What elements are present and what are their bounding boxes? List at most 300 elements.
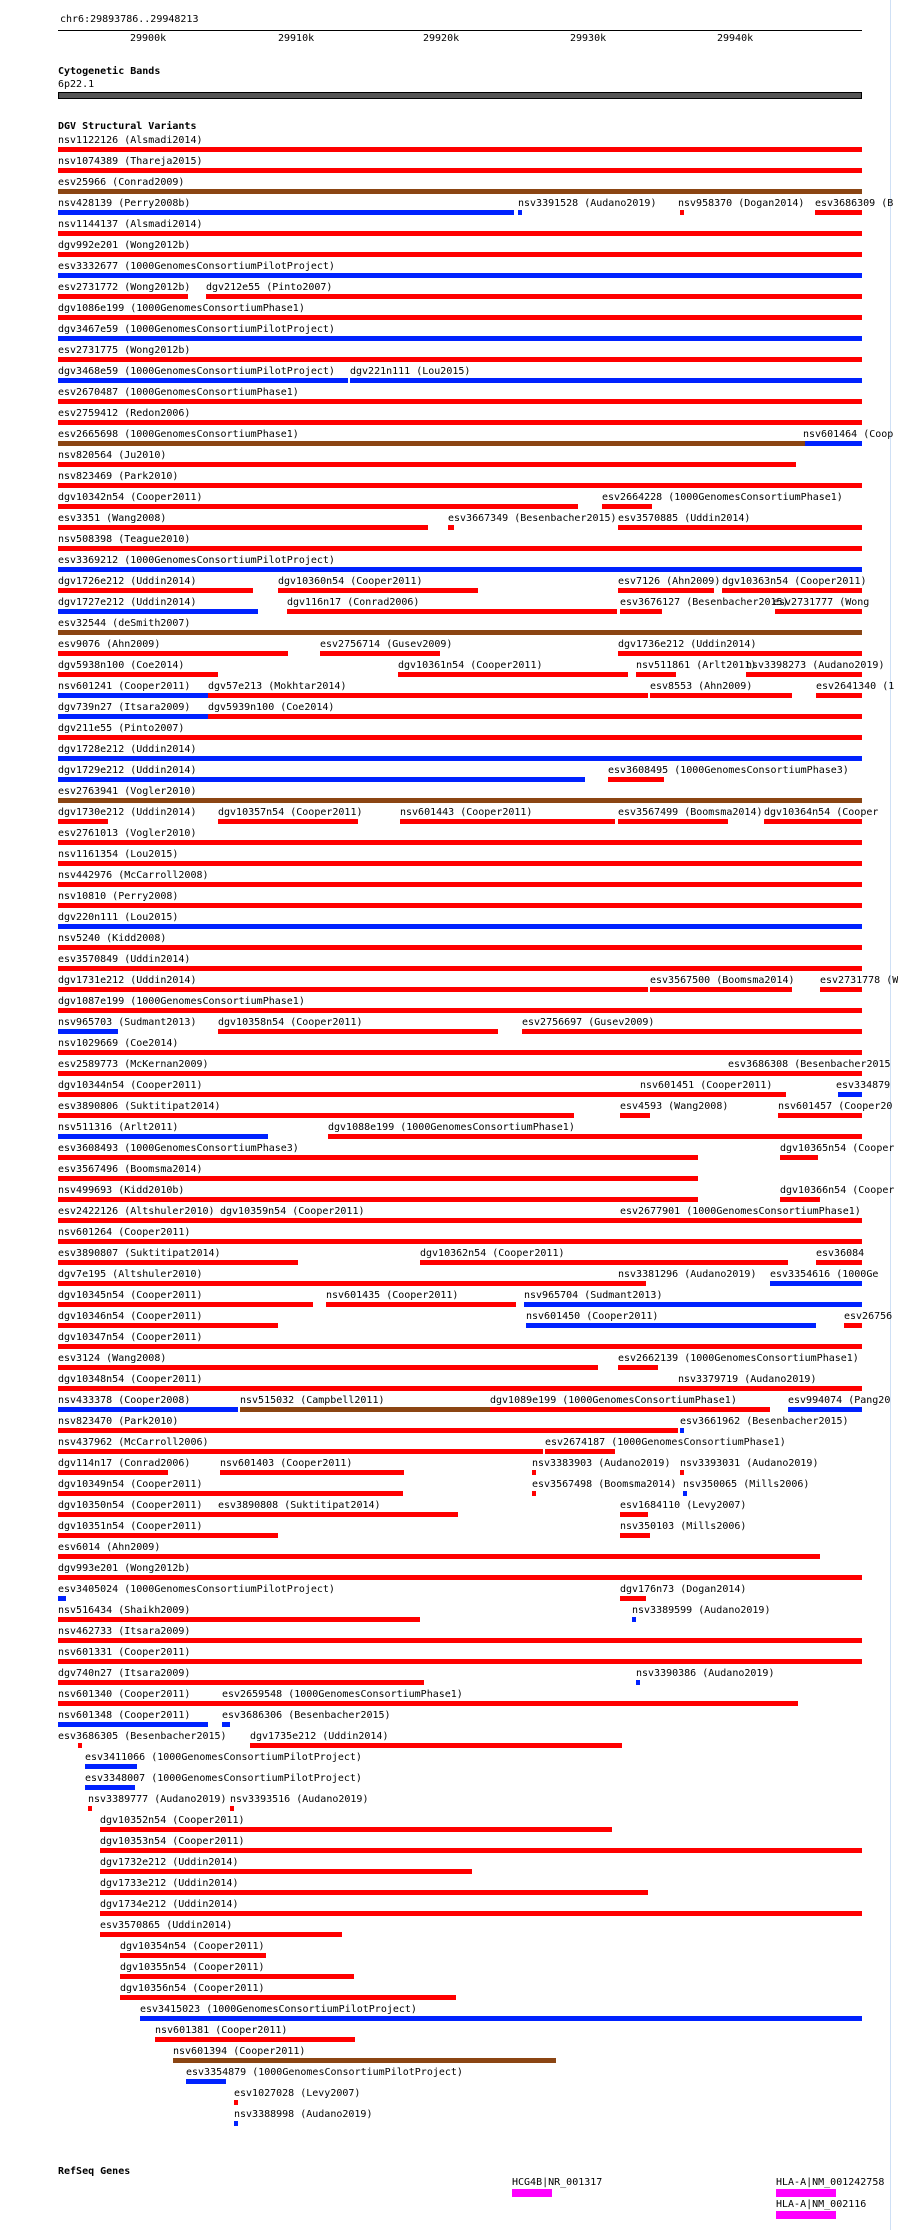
variant-feature-bar[interactable]	[58, 252, 862, 257]
variant-feature-bar[interactable]	[58, 714, 212, 719]
grid-line	[671, 0, 672, 2230]
variant-feature-bar[interactable]	[85, 1764, 137, 1769]
grid-line	[656, 0, 657, 2230]
variant-feature-bar[interactable]	[680, 210, 684, 215]
variant-feature-bar[interactable]	[620, 1113, 650, 1118]
variant-label: esv7126 (Ahn2009)	[618, 576, 721, 587]
variant-feature-bar[interactable]	[678, 1386, 682, 1391]
variant-label: dgv1086e199 (1000GenomesConsortiumPhase1)	[58, 303, 305, 314]
variant-feature-bar[interactable]	[58, 1533, 278, 1538]
variant-label: dgv10348n54 (Cooper2011)	[58, 1374, 203, 1385]
variant-feature-bar[interactable]	[618, 525, 862, 530]
variant-label: dgv10347n54 (Cooper2011)	[58, 1332, 203, 1343]
variant-feature-bar[interactable]	[778, 1113, 862, 1118]
variant-feature-bar[interactable]	[770, 1281, 862, 1286]
variant-feature-bar[interactable]	[218, 1029, 498, 1034]
variant-label: nsv965703 (Sudmant2013)	[58, 1017, 197, 1028]
variant-feature-bar[interactable]	[155, 2037, 355, 2042]
variant-feature-bar[interactable]	[398, 672, 628, 677]
variant-feature-bar[interactable]	[88, 1806, 92, 1811]
variant-label: dgv7e195 (Altshuler2010)	[58, 1269, 203, 1280]
gene-feature[interactable]	[776, 2211, 836, 2219]
variant-feature-bar[interactable]	[636, 672, 676, 677]
variant-feature-bar[interactable]	[58, 378, 348, 383]
variant-feature-bar[interactable]	[58, 147, 862, 152]
variant-label: nsv601464 (Coop	[803, 429, 894, 440]
variant-feature-bar[interactable]	[58, 819, 108, 824]
variant-feature-bar[interactable]	[278, 588, 478, 593]
ruler-tick-label: 29900k	[130, 33, 167, 44]
variant-feature-bar[interactable]	[58, 462, 796, 467]
variant-feature-bar[interactable]	[100, 1911, 862, 1916]
variant-label: nsv350065 (Mills2006)	[683, 1479, 810, 1490]
variant-feature-bar[interactable]	[58, 1029, 118, 1034]
variant-feature-bar[interactable]	[58, 567, 862, 572]
variant-feature-bar[interactable]	[240, 1407, 490, 1412]
variant-feature-bar[interactable]	[58, 651, 288, 656]
variant-feature-bar[interactable]	[608, 777, 664, 782]
variant-label: esv994074 (Pang20	[788, 1395, 891, 1406]
variant-feature-bar[interactable]	[100, 1848, 862, 1853]
location-label: chr6:29893786..29948213	[60, 14, 199, 25]
variant-label: esv3570885 (Uddin2014)	[618, 513, 751, 524]
variant-feature-bar[interactable]	[58, 693, 208, 698]
variant-feature-bar[interactable]	[326, 1302, 516, 1307]
variant-feature-bar[interactable]	[58, 1680, 424, 1685]
variant-feature-bar[interactable]	[58, 1722, 208, 1727]
variant-label: dgv221n111 (Lou2015)	[350, 366, 471, 377]
variant-label: esv32544 (deSmith2007)	[58, 618, 191, 629]
variant-feature-bar[interactable]	[58, 840, 862, 845]
variant-feature-bar[interactable]	[120, 1995, 456, 2000]
variant-feature-bar[interactable]	[58, 399, 862, 404]
variant-feature-bar[interactable]	[816, 693, 862, 698]
gene-feature[interactable]	[512, 2189, 552, 2197]
variant-feature-bar[interactable]	[58, 861, 862, 866]
variant-feature-bar[interactable]	[58, 420, 862, 425]
variant-feature-bar[interactable]	[650, 693, 792, 698]
variant-feature-bar[interactable]	[58, 1428, 678, 1433]
variant-label: dgv176n73 (Dogan2014)	[620, 1584, 747, 1595]
variant-feature-bar[interactable]	[680, 1428, 684, 1433]
variant-feature-bar[interactable]	[58, 315, 862, 320]
variant-feature-bar[interactable]	[58, 1281, 618, 1286]
variant-feature-bar[interactable]	[820, 987, 862, 992]
variant-feature-bar[interactable]	[722, 588, 862, 593]
variant-feature-bar[interactable]	[100, 1890, 648, 1895]
variant-label: esv2731777 (Wong	[773, 597, 870, 608]
variant-feature-bar[interactable]	[58, 672, 218, 677]
variant-feature-bar[interactable]	[208, 693, 648, 698]
variant-feature-bar[interactable]	[58, 1491, 403, 1496]
variant-feature-bar[interactable]	[58, 903, 862, 908]
variant-feature-bar[interactable]	[58, 588, 253, 593]
variant-label: dgv10345n54 (Cooper2011)	[58, 1290, 203, 1301]
variant-label: esv1684110 (Levy2007)	[620, 1500, 747, 1511]
variant-label: nsv601435 (Cooper2011)	[326, 1290, 459, 1301]
variant-feature-bar[interactable]	[518, 210, 522, 215]
variant-feature-bar[interactable]	[120, 1953, 266, 1958]
variant-label: dgv10349n54 (Cooper2011)	[58, 1479, 203, 1490]
variant-feature-bar[interactable]	[218, 1512, 458, 1517]
variant-label: esv8553 (Ahn2009)	[650, 681, 753, 692]
variant-label: nsv965704 (Sudmant2013)	[524, 1290, 663, 1301]
variant-label: esv25966 (Conrad2009)	[58, 177, 185, 188]
variant-label: esv3124 (Wang2008)	[58, 1353, 167, 1364]
variant-label: nsv601403 (Cooper2011)	[220, 1458, 353, 1469]
variant-label: dgv10360n54 (Cooper2011)	[278, 576, 423, 587]
variant-label: esv2422126 (Altshuler2010)	[58, 1206, 215, 1217]
variant-label: esv3570849 (Uddin2014)	[58, 954, 191, 965]
variant-label: esv3570865 (Uddin2014)	[100, 1920, 233, 1931]
variant-label: nsv442976 (McCarroll2008)	[58, 870, 209, 881]
grid-line	[598, 0, 599, 2230]
variant-feature-bar[interactable]	[58, 1113, 574, 1118]
variant-feature-bar[interactable]	[58, 1596, 66, 1601]
variant-label: nsv462733 (Itsara2009)	[58, 1626, 191, 1637]
variant-feature-bar[interactable]	[618, 819, 728, 824]
variant-label: nsv3389599 (Audano2019)	[632, 1605, 771, 1616]
variant-feature-bar[interactable]	[602, 504, 652, 509]
variant-label: nsv958370 (Dogan2014)	[678, 198, 805, 209]
variant-feature-bar[interactable]	[58, 756, 862, 761]
variant-label: esv2641340 (1	[816, 681, 895, 692]
refseq-track-title[interactable]: RefSeq Genes	[58, 2166, 131, 2177]
variant-feature-bar[interactable]	[58, 1239, 862, 1244]
variant-label: esv2659548 (1000GenomesConsortiumPhase1)	[222, 1689, 463, 1700]
variant-feature-bar[interactable]	[58, 1260, 298, 1265]
cytoband-bar[interactable]	[58, 92, 862, 99]
variant-label: esv26756	[844, 1311, 893, 1322]
gene-label: HLA-A|NM_002116	[776, 2199, 867, 2210]
variant-label: esv2731775 (Wong2012b)	[58, 345, 191, 356]
variant-feature-bar[interactable]	[636, 1680, 640, 1685]
variant-label: nsv428139 (Perry2008b)	[58, 198, 191, 209]
variant-feature-bar[interactable]	[780, 1197, 820, 1202]
variant-feature-bar[interactable]	[618, 1281, 646, 1286]
variant-feature-bar[interactable]	[58, 1701, 798, 1706]
variant-label: esv2589773 (McKernan2009)	[58, 1059, 209, 1070]
variant-feature-bar[interactable]	[58, 525, 428, 530]
variant-label: esv3348007 (1000GenomesConsortiumPilotProject)	[85, 1773, 362, 1784]
variant-feature-bar[interactable]	[208, 714, 862, 719]
variant-feature-bar[interactable]	[58, 231, 862, 236]
grid-line	[773, 0, 774, 2230]
variant-label: dgv10350n54 (Cooper2011)	[58, 1500, 203, 1511]
variant-label: dgv5938n100 (Coe2014)	[58, 660, 185, 671]
variant-label: dgv1727e212 (Uddin2014)	[58, 597, 197, 608]
variant-feature-bar[interactable]	[350, 378, 862, 383]
variant-feature-bar[interactable]	[490, 1407, 770, 1412]
variant-feature-bar[interactable]	[620, 609, 662, 614]
variant-label: dgv10358n54 (Cooper2011)	[218, 1017, 363, 1028]
variant-label: nsv1144137 (Alsmadi2014)	[58, 219, 203, 230]
variant-label: nsv508398 (Teague2010)	[58, 534, 191, 545]
ruler-tick-label: 29940k	[717, 33, 754, 44]
variant-label: nsv1029669 (Coe2014)	[58, 1038, 179, 1049]
variant-label: dgv992e201 (Wong2012b)	[58, 240, 191, 251]
variant-label: dgv220n111 (Lou2015)	[58, 912, 179, 923]
variant-feature-bar[interactable]	[58, 1134, 268, 1139]
variant-label: esv3369212 (1000GenomesConsortiumPilotProject)	[58, 555, 335, 566]
variant-feature-bar[interactable]	[58, 1344, 862, 1349]
variant-label: nsv10810 (Perry2008)	[58, 891, 179, 902]
variant-feature-bar[interactable]	[58, 735, 862, 740]
variant-label: esv2670487 (1000GenomesConsortiumPhase1)	[58, 387, 299, 398]
variant-feature-bar[interactable]	[620, 1512, 648, 1517]
variant-feature-bar[interactable]	[120, 1974, 354, 1979]
variant-feature-bar[interactable]	[222, 1701, 234, 1706]
variant-label: dgv10352n54 (Cooper2011)	[100, 1815, 245, 1826]
variant-feature-bar[interactable]	[58, 1197, 698, 1202]
variant-label: dgv10351n54 (Cooper2011)	[58, 1521, 203, 1532]
variant-label: esv2759412 (Redon2006)	[58, 408, 191, 419]
variant-feature-bar[interactable]	[58, 630, 862, 635]
variant-feature-bar[interactable]	[230, 1806, 234, 1811]
variant-label: nsv511861 (Arlt2011)	[636, 660, 757, 671]
variant-feature-bar[interactable]	[764, 819, 862, 824]
dgv-track-title[interactable]: DGV Structural Variants	[58, 121, 197, 132]
ruler-tick-label: 29930k	[570, 33, 607, 44]
variant-feature-bar[interactable]	[58, 1386, 862, 1391]
variant-feature-bar[interactable]	[328, 1134, 862, 1139]
variant-label: dgv739n27 (Itsara2009)	[58, 702, 191, 713]
variant-feature-bar[interactable]	[746, 672, 862, 677]
variant-feature-bar[interactable]	[815, 210, 862, 215]
variant-label: esv3890807 (Suktitipat2014)	[58, 1248, 221, 1259]
variant-feature-bar[interactable]	[222, 1722, 230, 1727]
variant-feature-bar[interactable]	[250, 1743, 622, 1748]
variant-feature-bar[interactable]	[58, 273, 862, 278]
variant-feature-bar[interactable]	[620, 1533, 650, 1538]
variant-feature-bar[interactable]	[58, 777, 585, 782]
variant-feature-bar[interactable]	[532, 1491, 536, 1496]
variant-feature-bar[interactable]	[320, 651, 440, 656]
variant-label: esv3567500 (Boomsma2014)	[650, 975, 795, 986]
variant-feature-bar[interactable]	[680, 1470, 684, 1475]
variant-feature-bar[interactable]	[58, 1407, 238, 1412]
variant-feature-bar[interactable]	[805, 441, 862, 446]
variant-label: nsv516434 (Shaikh2009)	[58, 1605, 191, 1616]
variant-label: esv3332677 (1000GenomesConsortiumPilotProject)	[58, 261, 335, 272]
variant-feature-bar[interactable]	[58, 1617, 420, 1622]
variant-feature-bar[interactable]	[58, 798, 862, 803]
variant-label: esv3567498 (Boomsma2014)	[532, 1479, 677, 1490]
variant-feature-bar[interactable]	[58, 1008, 862, 1013]
variant-feature-bar[interactable]	[85, 1785, 135, 1790]
variant-label: nsv3383903 (Audano2019)	[532, 1458, 671, 1469]
variant-feature-bar[interactable]	[58, 609, 258, 614]
variant-feature-bar[interactable]	[58, 1365, 598, 1370]
grid-line	[758, 0, 759, 2230]
variant-feature-bar[interactable]	[618, 588, 714, 593]
variant-feature-bar[interactable]	[788, 1407, 862, 1412]
variant-feature-bar[interactable]	[58, 1638, 862, 1643]
variant-feature-bar[interactable]	[780, 1155, 818, 1160]
variant-label: dgv1734e212 (Uddin2014)	[100, 1899, 239, 1910]
variant-label: nsv3379719 (Audano2019)	[678, 1374, 817, 1385]
variant-feature-bar[interactable]	[58, 1071, 862, 1076]
variant-label: nsv601264 (Cooper2011)	[58, 1227, 191, 1238]
variant-feature-bar[interactable]	[683, 1491, 687, 1496]
variant-label: esv2665698 (1000GenomesConsortiumPhase1)	[58, 429, 299, 440]
variant-label: nsv3389777 (Audano2019)	[88, 1794, 227, 1805]
variant-feature-bar[interactable]	[58, 357, 862, 362]
variant-feature-bar[interactable]	[58, 168, 862, 173]
variant-feature-bar[interactable]	[58, 1092, 696, 1097]
variant-label: esv9076 (Ahn2009)	[58, 639, 161, 650]
grid-line	[744, 0, 745, 2230]
grid-line	[685, 0, 686, 2230]
variant-feature-bar[interactable]	[522, 1029, 862, 1034]
variant-label: dgv10363n54 (Cooper2011)	[722, 576, 867, 587]
variant-label: nsv823470 (Park2010)	[58, 1416, 179, 1427]
variant-feature-bar[interactable]	[186, 2079, 226, 2084]
variant-label: nsv601443 (Cooper2011)	[400, 807, 533, 818]
variant-feature-bar[interactable]	[58, 1050, 862, 1055]
variant-feature-bar[interactable]	[234, 2121, 238, 2126]
variant-feature-bar[interactable]	[58, 483, 862, 488]
variant-label: dgv114n17 (Conrad2006)	[58, 1458, 191, 1469]
variant-label: esv3405024 (1000GenomesConsortiumPilotProject)	[58, 1584, 335, 1595]
variant-feature-bar[interactable]	[58, 336, 862, 341]
variant-feature-bar[interactable]	[816, 1260, 862, 1265]
variant-feature-bar[interactable]	[287, 609, 617, 614]
variant-feature-bar[interactable]	[400, 819, 615, 824]
variant-label: esv3661962 (Besenbacher2015)	[680, 1416, 849, 1427]
variant-label: esv6014 (Ahn2009)	[58, 1542, 161, 1553]
gene-label: HLA-A|NM_001242758	[776, 2177, 885, 2188]
variant-feature-bar[interactable]	[532, 1470, 536, 1475]
variant-label: esv2662139 (1000GenomesConsortiumPhase1)	[618, 1353, 859, 1364]
variant-label: nsv3391528 (Audano2019)	[518, 198, 657, 209]
variant-label: dgv57e213 (Mokhtar2014)	[208, 681, 347, 692]
variant-label: esv3351 (Wang2008)	[58, 513, 167, 524]
variant-feature-bar[interactable]	[618, 1365, 658, 1370]
variant-feature-bar[interactable]	[234, 2100, 238, 2105]
variant-label: dgv10364n54 (Cooper	[764, 807, 879, 818]
ruler-axis	[58, 30, 862, 31]
variant-label: nsv350103 (Mills2006)	[620, 1521, 747, 1532]
variant-feature-bar[interactable]	[58, 294, 188, 299]
variant-feature-bar[interactable]	[838, 1092, 862, 1097]
variant-label: esv2731772 (Wong2012b)	[58, 282, 191, 293]
variant-feature-bar[interactable]	[775, 609, 862, 614]
variant-label: esv3890806 (Suktitipat2014)	[58, 1101, 221, 1112]
variant-feature-bar[interactable]	[58, 924, 862, 929]
variant-feature-bar[interactable]	[140, 2016, 862, 2021]
variant-feature-bar[interactable]	[220, 1470, 404, 1475]
grid-line	[700, 0, 701, 2230]
variant-feature-bar[interactable]	[526, 1323, 816, 1328]
variant-label: dgv10354n54 (Cooper2011)	[120, 1941, 265, 1952]
variant-label: dgv10366n54 (Cooper	[780, 1185, 895, 1196]
variant-feature-bar[interactable]	[620, 1596, 646, 1601]
variant-label: nsv515032 (Campbell2011)	[240, 1395, 385, 1406]
variant-feature-bar[interactable]	[100, 1869, 472, 1874]
variant-feature-bar[interactable]	[618, 651, 862, 656]
variant-feature-bar[interactable]	[100, 1827, 612, 1832]
variant-label: nsv601450 (Cooper2011)	[526, 1311, 659, 1322]
variant-label: nsv823469 (Park2010)	[58, 471, 179, 482]
variant-feature-bar[interactable]	[545, 1449, 615, 1454]
variant-feature-bar[interactable]	[420, 1260, 788, 1265]
variant-label: nsv437962 (McCarroll2006)	[58, 1437, 209, 1448]
variant-feature-bar[interactable]	[58, 1470, 168, 1475]
variant-label: nsv601394 (Cooper2011)	[173, 2046, 306, 2057]
cytogenetic-track-title[interactable]: Cytogenetic Bands	[58, 66, 161, 77]
variant-feature-bar[interactable]	[58, 882, 862, 887]
variant-feature-bar[interactable]	[58, 546, 862, 551]
variant-label: esv3608495 (1000GenomesConsortiumPhase3)	[608, 765, 849, 776]
variant-feature-bar[interactable]	[58, 1302, 313, 1307]
variant-feature-bar[interactable]	[448, 525, 454, 530]
variant-label: dgv1089e199 (1000GenomesConsortiumPhase1)	[490, 1395, 737, 1406]
variant-feature-bar[interactable]	[640, 1092, 786, 1097]
variant-feature-bar[interactable]	[524, 1302, 862, 1307]
variant-label: nsv433378 (Cooper2008)	[58, 1395, 191, 1406]
variant-feature-bar[interactable]	[58, 504, 578, 509]
variant-feature-bar[interactable]	[58, 966, 862, 971]
variant-label: dgv1733e212 (Uddin2014)	[100, 1878, 239, 1889]
variant-feature-bar[interactable]	[58, 1575, 862, 1580]
variant-feature-bar[interactable]	[58, 189, 862, 194]
variant-label: nsv3393516 (Audano2019)	[230, 1794, 369, 1805]
variant-label: esv3890808 (Suktitipat2014)	[218, 1500, 381, 1511]
variant-label: esv3686309 (B	[815, 198, 894, 209]
variant-feature-bar[interactable]	[206, 294, 862, 299]
variant-label: dgv1088e199 (1000GenomesConsortiumPhase1)	[328, 1122, 575, 1133]
variant-feature-bar[interactable]	[58, 1176, 698, 1181]
variant-label: dgv740n27 (Itsara2009)	[58, 1668, 191, 1679]
variant-feature-bar[interactable]	[58, 1449, 543, 1454]
variant-label: esv3354879 (1000GenomesConsortiumPilotProject)	[186, 2067, 463, 2078]
variant-feature-bar[interactable]	[58, 210, 514, 215]
variant-feature-bar[interactable]	[730, 1071, 737, 1076]
variant-feature-bar[interactable]	[58, 945, 862, 950]
variant-label: esv2763941 (Vogler2010)	[58, 786, 197, 797]
variant-feature-bar[interactable]	[844, 1323, 862, 1328]
variant-label: dgv1732e212 (Uddin2014)	[100, 1857, 239, 1868]
variant-feature-bar[interactable]	[78, 1743, 82, 1748]
variant-feature-bar[interactable]	[58, 1512, 218, 1517]
variant-label: esv2761013 (Vogler2010)	[58, 828, 197, 839]
variant-feature-bar[interactable]	[58, 1323, 278, 1328]
variant-feature-bar[interactable]	[58, 1155, 698, 1160]
variant-feature-bar[interactable]	[58, 987, 648, 992]
variant-label: esv2664228 (1000GenomesConsortiumPhase1)	[602, 492, 843, 503]
variant-feature-bar[interactable]	[58, 1554, 820, 1559]
grid-line	[875, 0, 876, 2230]
grid-line	[612, 0, 613, 2230]
gene-feature[interactable]	[776, 2189, 836, 2197]
variant-label: nsv601331 (Cooper2011)	[58, 1647, 191, 1658]
variant-feature-bar[interactable]	[58, 441, 862, 446]
variant-feature-bar[interactable]	[650, 987, 792, 992]
variant-feature-bar[interactable]	[220, 1218, 620, 1223]
variant-feature-bar[interactable]	[58, 1659, 862, 1664]
grid-line	[890, 0, 891, 2230]
variant-feature-bar[interactable]	[218, 819, 358, 824]
variant-feature-bar[interactable]	[632, 1617, 636, 1622]
grid-line	[714, 0, 715, 2230]
variant-label: esv3686308 (Besenbacher2015	[728, 1059, 891, 1070]
variant-feature-bar[interactable]	[173, 2058, 556, 2063]
variant-feature-bar[interactable]	[620, 1218, 862, 1223]
variant-feature-bar[interactable]	[100, 1932, 342, 1937]
variant-label: esv3354616 (1000Ge	[770, 1269, 879, 1280]
variant-label: esv3567496 (Boomsma2014)	[58, 1164, 203, 1175]
